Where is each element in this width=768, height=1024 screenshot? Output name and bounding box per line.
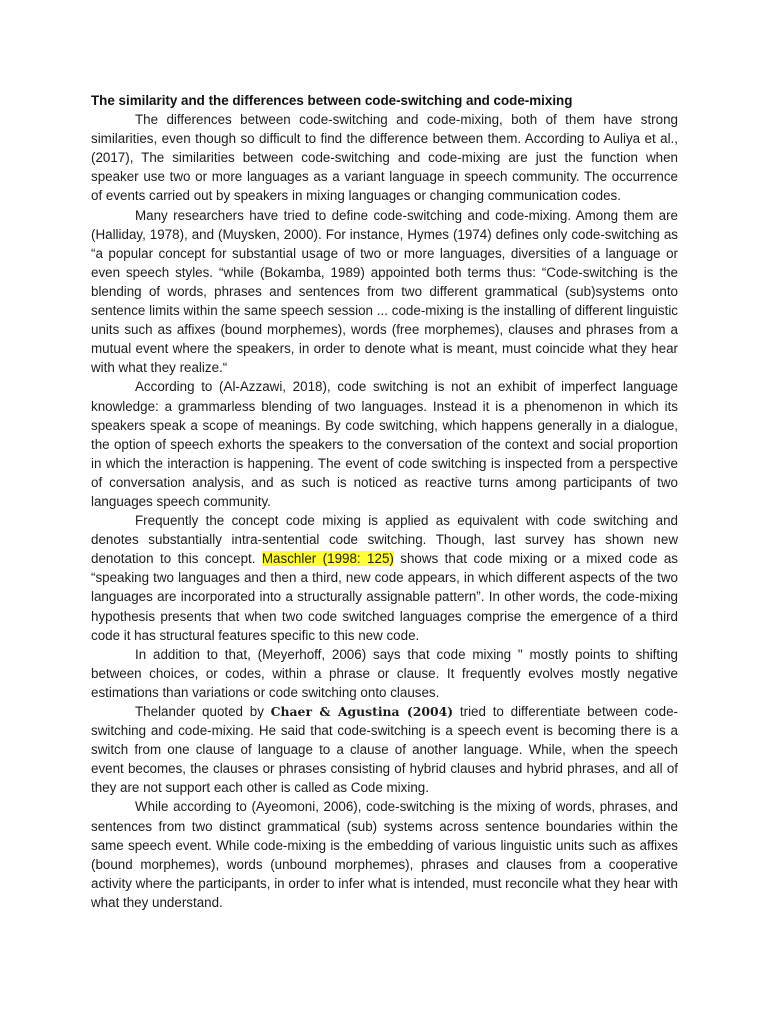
- paragraph-4-text-before: Frequently the concept code mixing is applied as equivalent with code switching and denotes substantially intra-sentential code switching. Though, last survey has shown new denotation to this concept.: [91, 513, 678, 567]
- paragraph-6: [91, 702, 678, 797]
- bold-citation: Chaer & Agustina (2004): [270, 704, 454, 719]
- paragraph-7: While according to (Ayeomoni, 2006), code-switching is the mixing of words, phrases, and sentences from two distinct grammatical (sub) systems across sentence boundaries within the same speech event. While code-mixing is the embedding of various linguistic units such as affixes (bound morphemes), words (unbound morphemes), phrases and clauses from a cooperative activity where the participants, in order to infer what is intended, must reconcile what they hear with what they understand.: [91, 799, 678, 910]
- paragraph-4: [91, 511, 678, 645]
- paragraph-3: According to (Al-Azzawi, 2018), code switching is not an exhibit of imperfect language knowledge: a grammarless blending of two languages. Instead it is a phenomenon in which its speakers speak a scope of meanings. By code switching, which happens generally in a dialogue, the option of speech exhorts the speakers to the conversation of the context and social proportion in which the interaction is happening. The event of code switching is inspected from a perspective of conversation analysis, and as such is noticed as reactive turns among participants of two languages speech community.: [91, 379, 678, 509]
- paragraph-4-text-after: shows that code mixing or a mixed code as “speaking two languages and then a third, new code appears, in which different aspects of the two languages are incorporated into a structurally assignable pattern”. In other words, the code-mixing hypothesis presents that when two code switched languages comprise the emergence of a third code it has structural features specific to this new code.: [91, 551, 679, 643]
- document-page: [91, 91, 678, 912]
- paragraph-1: The differences between code-switching and code-mixing, both of them have strong similarities, even though so difficult to find the difference between them. According to Auliya et al., (2017), The similarities between code-switching and code-mixing are just the function when speaker use two or more languages as a variant language in speech community. The occurrence of events carried out by speakers in mixing languages or changing communication codes.: [91, 112, 678, 204]
- paragraph-2: Many researchers have tried to define code-switching and code-mixing. Among them are (Halliday, 1978), and (Muysken, 2000). For instance, Hymes (1974) defines only code-switching as “a popular concept for substantial usage of two or more languages, diversities of a language or even speech styles. “while (Bokamba, 1989) appointed both terms thus: “Code-switching is the blending of words, phrases and sentences from two different grammatical (sub)systems onto sentence limits within the same speech session ... code-mixing is the installing of different linguistic units such as affixes (bound morphemes), words (free morphemes), clauses and phrases from a mutual event where the speakers, in order to denote what is meant, must coincide what they hear with what they realize.“: [91, 207, 678, 376]
- paragraph-6-text-before: Thelander quoted by: [135, 704, 271, 719]
- section-heading: The similarity and the differences between code-switching and code-mixing: [91, 93, 573, 108]
- paragraph-5: In addition to that, (Meyerhoff, 2006) says that code mixing " mostly points to shifting between choices, or codes, within a phrase or clause. It frequently evolves mostly negative estimations than variations or code switching onto clauses.: [91, 646, 678, 700]
- paragraph-6-text-after: tried to differentiate between code-switching and code-mixing. He said that code-switching is a speech event is becoming there is a switch from one clause of language to a clause of another language. While, when the speech event becomes, the clauses or phrases consisting of hybrid clauses and hybrid phrases, and all of they are not support each other is called as Code mixing.: [91, 704, 678, 796]
- highlighted-citation: Maschler (1998: 125): [261, 551, 394, 567]
